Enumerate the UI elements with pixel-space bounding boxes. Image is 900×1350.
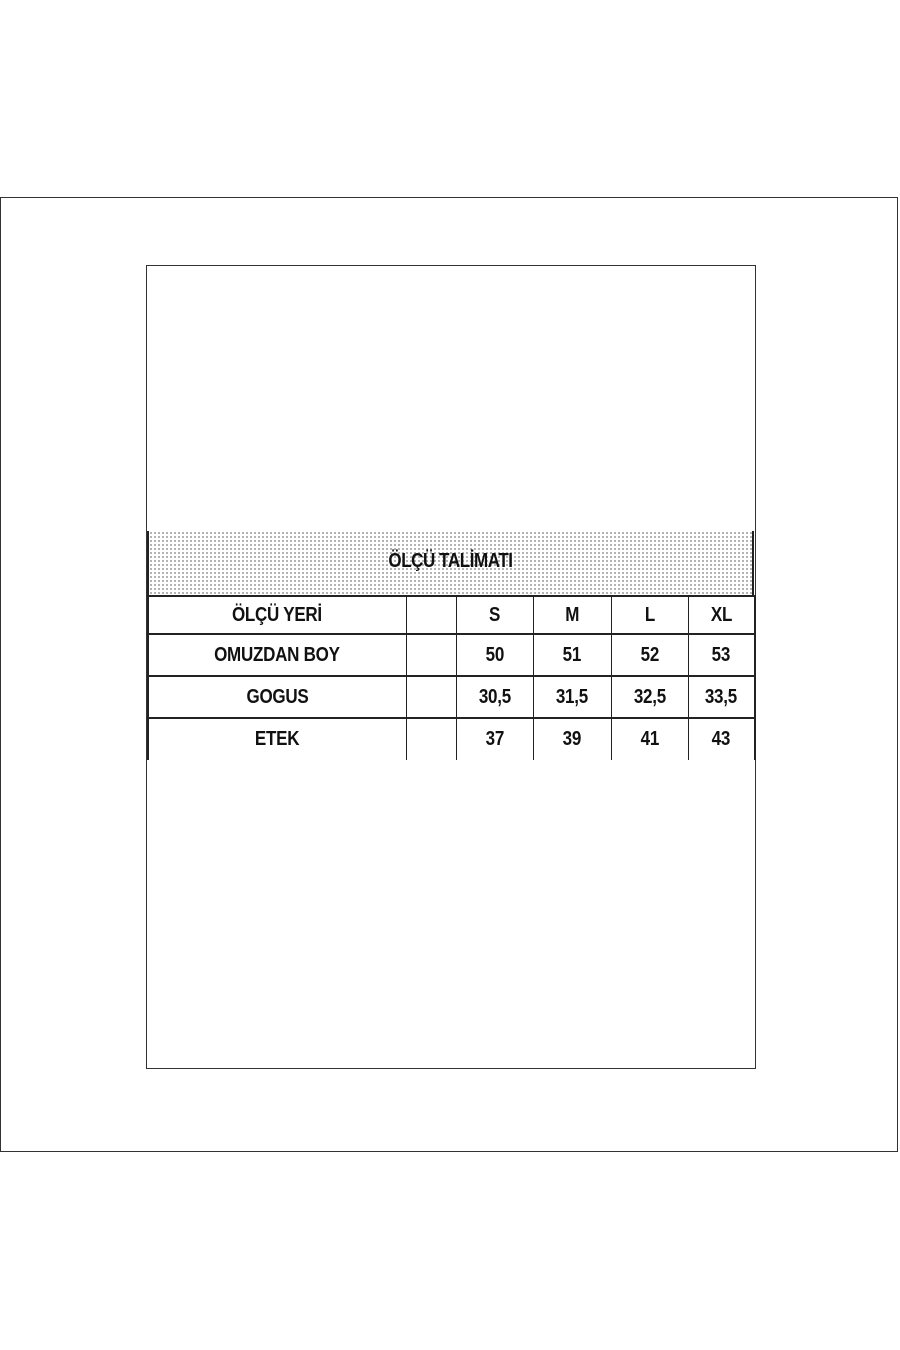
header-size-m: M	[533, 596, 611, 634]
cell-value-s: 30,5	[456, 676, 533, 718]
size-chart-title-band	[147, 531, 754, 595]
cell-value-m: 31,5	[533, 676, 611, 718]
header-blank-cell	[406, 596, 456, 634]
table-row	[148, 634, 755, 676]
header-size-s: S	[456, 596, 533, 634]
table-header-row	[148, 596, 755, 634]
size-chart	[146, 531, 755, 760]
header-size-xl: XL	[688, 596, 755, 634]
size-chart-title: ÖLÇÜ TALİMATI	[388, 550, 513, 572]
cell-value-m: 51	[533, 634, 611, 676]
row-label: ETEK	[148, 718, 406, 760]
cell-value-s: 50	[456, 634, 533, 676]
cell-value-m: 39	[533, 718, 611, 760]
table-row	[148, 718, 755, 760]
row-label: OMUZDAN BOY	[148, 634, 406, 676]
cell-value-xl: 53	[688, 634, 755, 676]
size-table	[147, 595, 756, 760]
cell-value-l: 32,5	[611, 676, 688, 718]
cell-value-l: 41	[611, 718, 688, 760]
row-label: GOGUS	[148, 676, 406, 718]
cell-value-xl: 33,5	[688, 676, 755, 718]
header-size-l: L	[611, 596, 688, 634]
row-blank-cell	[406, 634, 456, 676]
row-blank-cell	[406, 676, 456, 718]
table-row	[148, 676, 755, 718]
header-measure-label: ÖLÇÜ YERİ	[148, 596, 406, 634]
row-blank-cell	[406, 718, 456, 760]
cell-value-s: 37	[456, 718, 533, 760]
cell-value-l: 52	[611, 634, 688, 676]
cell-value-xl: 43	[688, 718, 755, 760]
